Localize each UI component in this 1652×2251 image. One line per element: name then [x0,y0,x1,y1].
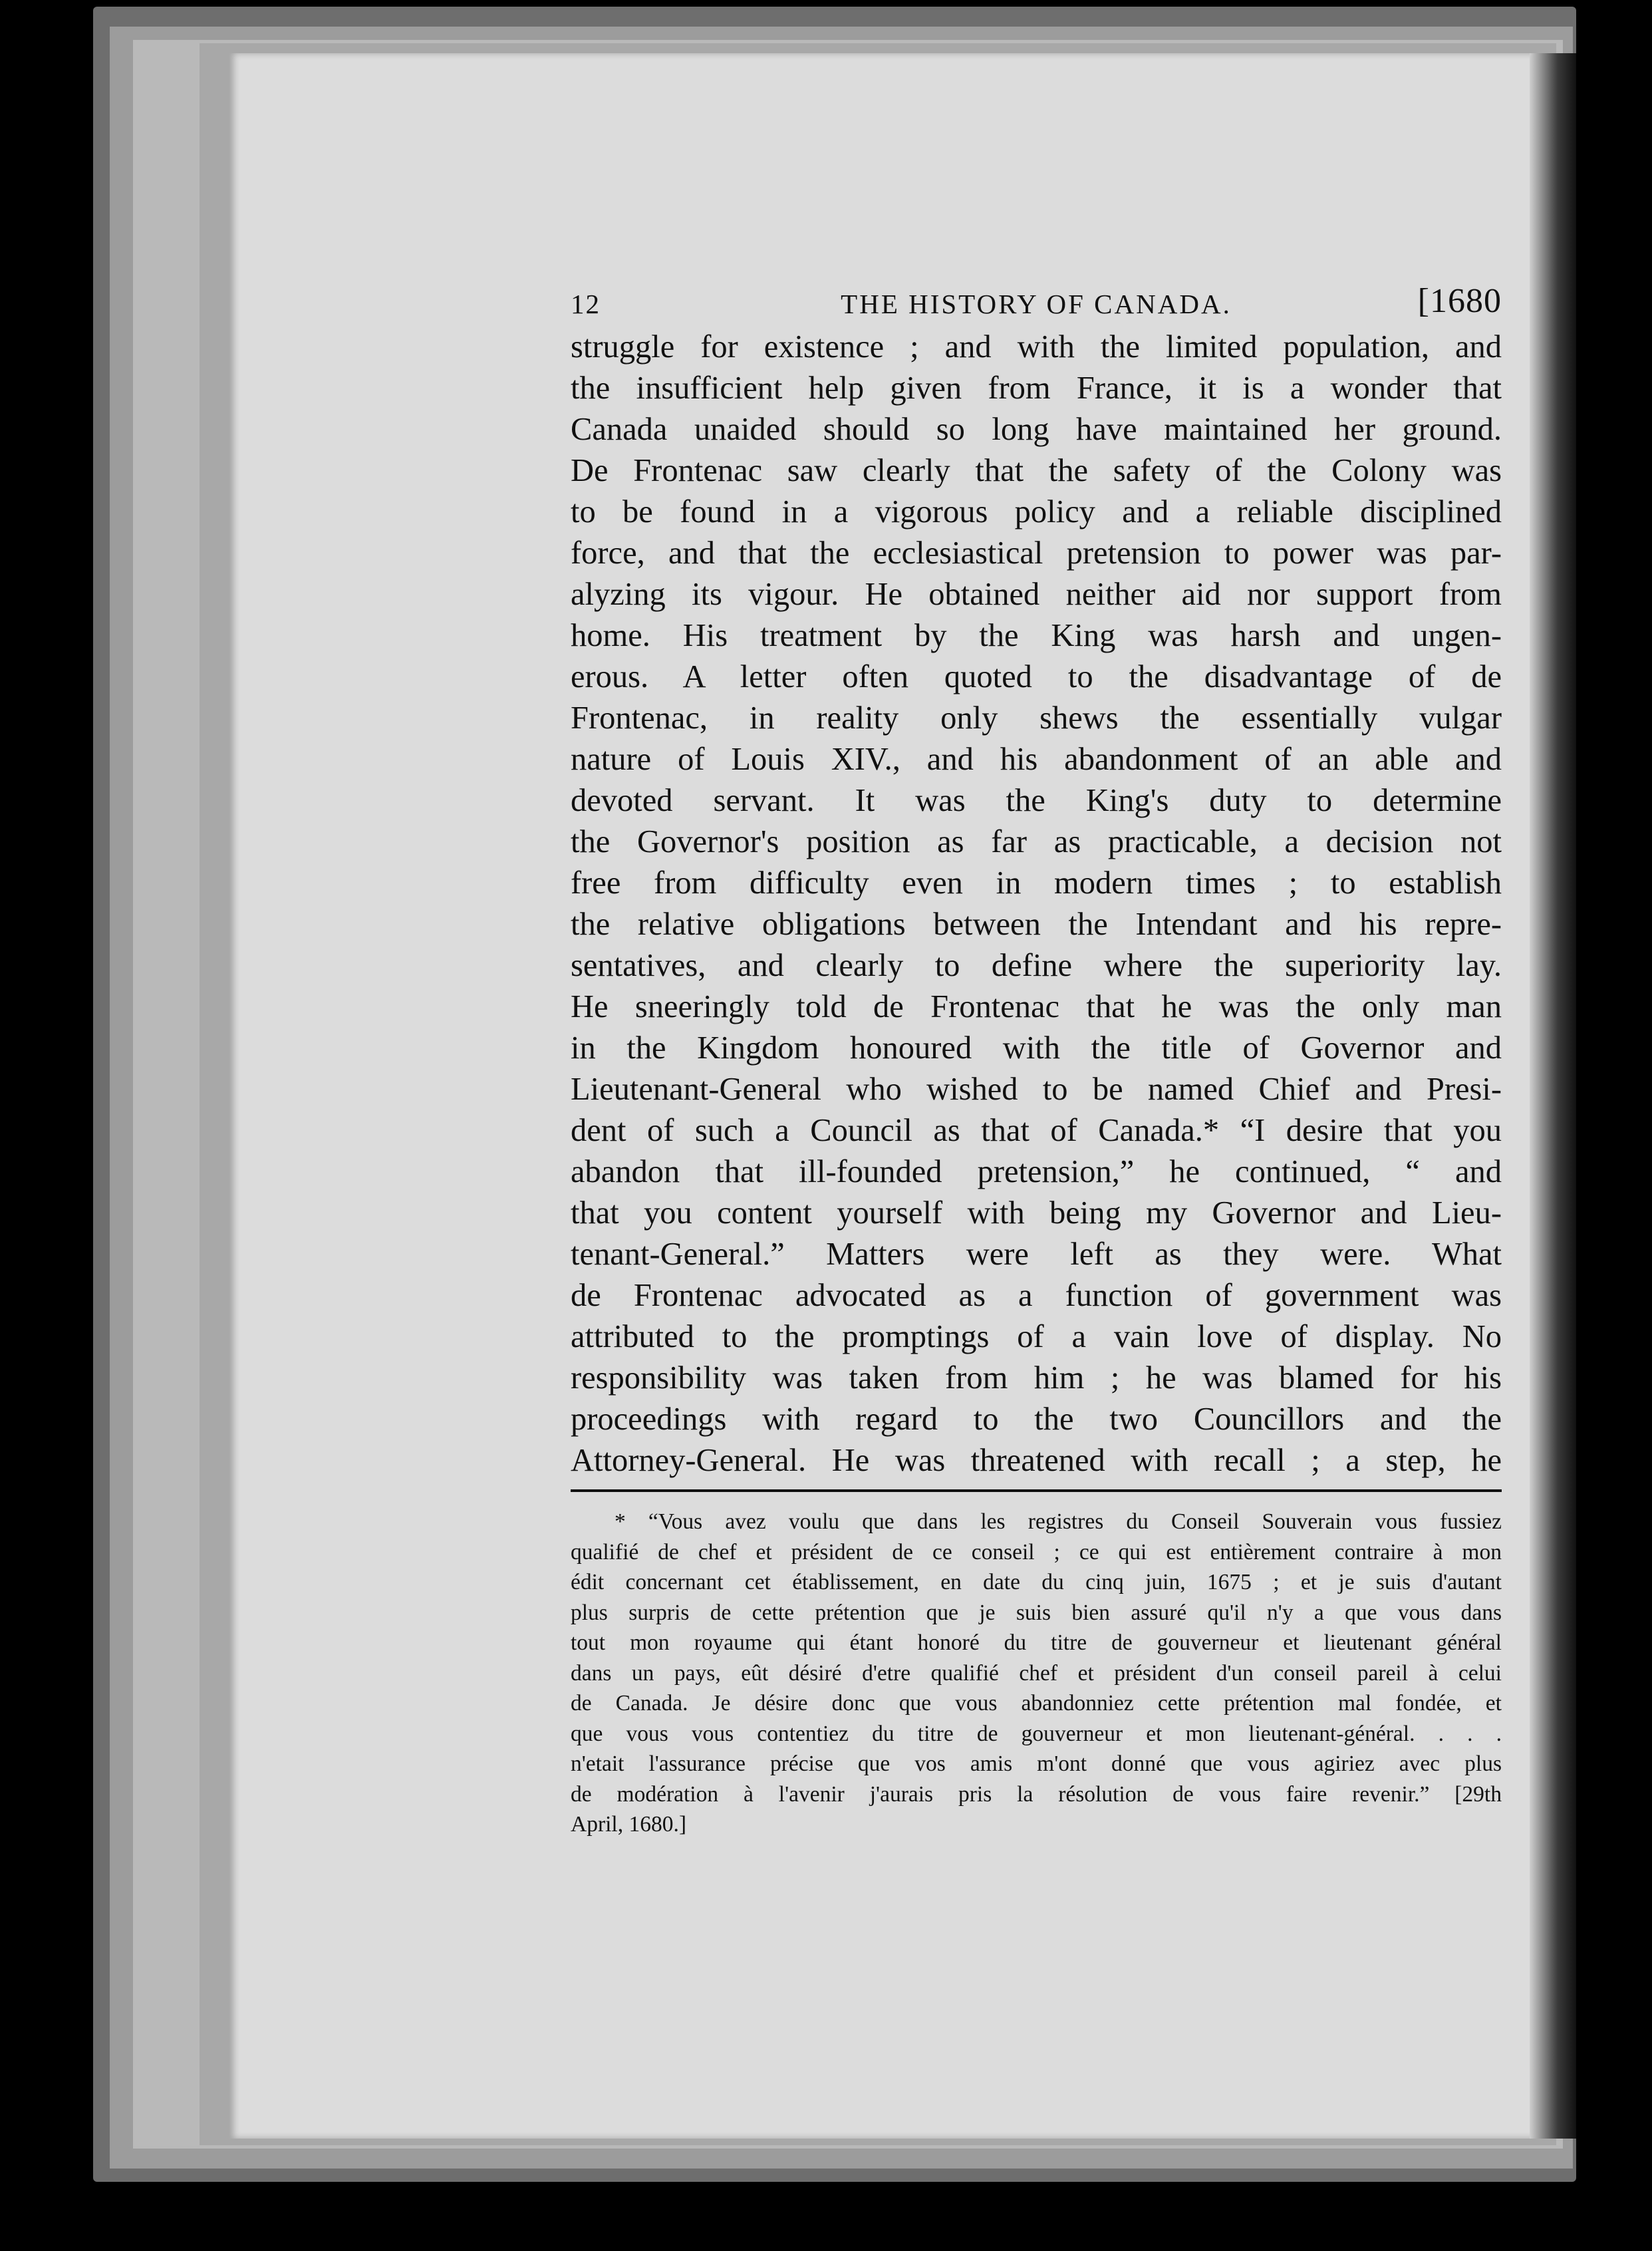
text-line: erous. A letter often quoted to the disadvantage of de [571,659,1502,694]
footnote-rule [571,1489,1502,1492]
footnote-line: April, 1680.] [571,1812,686,1837]
text-line: Attorney-General. He was threatened with recall ; a step, he [571,1443,1502,1478]
text-line: tenant-General.” Matters were left as they were. What [571,1237,1502,1272]
gutter-shadow [1530,53,1576,2139]
footnote-line: n'etait l'assurance précise que vos amis m'ont donné que vous agiriez avec plus [571,1751,1502,1776]
text-line: struggle for existence ; and with the limited population, and [571,329,1502,365]
text-line: force, and that the ecclesiastical pretension to power was par- [571,535,1502,571]
text-line: Lieutenant-General who wished to be named Chief and Presi- [571,1072,1502,1107]
text-line: attributed to the promptings of a vain love of display. No [571,1319,1502,1354]
running-head [571,269,1502,327]
footnote-line: tout mon royaume qui étant honoré du titre de gouverneur et lieutenant général [571,1630,1502,1655]
footnote-line: * “Vous avez voulu que dans les registres du Conseil Souverain vous fussiez [615,1509,1502,1534]
text-line: that you content yourself with being my Governor and Lieu- [571,1195,1502,1231]
main-text [571,327,1502,1481]
footnote [571,1507,1502,1840]
footnote-line: plus surpris de cette prétention que je suis bien assuré qu'il n'y a que vous dans [571,1600,1502,1625]
text-line: the insufficient help given from France, it is a wonder that [571,371,1502,406]
text-block [571,269,1502,1840]
text-line: the Governor's position as far as practicable, a decision not [571,824,1502,859]
footnote-line: que vous vous contentiez du titre de gouverneur et mon lieutenant-général. . . . [571,1721,1502,1746]
text-line: sentatives, and clearly to define where the superiority lay. [571,948,1502,983]
text-line: devoted servant. It was the King's duty to determine [571,783,1502,818]
text-line: proceedings with regard to the two Councillors and the [571,1402,1502,1437]
text-line: home. His treatment by the King was harsh and ungen- [571,618,1502,653]
text-line: de Frontenac advocated as a function of government was [571,1278,1502,1313]
text-line: alyzing its vigour. He obtained neither aid nor support from [571,577,1502,612]
text-line: free from difficulty even in modern times ; to establish [571,865,1502,901]
running-date: [1680 [1417,282,1502,320]
text-line: nature of Louis XIV., and his abandonment of an able and [571,742,1502,777]
text-line: Canada unaided should so long have maintained her ground. [571,412,1502,447]
footnote-line: qualifié de chef et président de ce conseil ; ce qui est entièrement contraire à mon [571,1539,1502,1565]
page-number: 12 [571,289,601,319]
footnote-line: dans un pays, eût désiré d'etre qualifié chef et président d'un conseil pareil à celui [571,1660,1502,1686]
footnote-line: de Canada. Je désire donc que vous abandonniez cette prétention mal fondée, et [571,1691,1502,1716]
running-title: THE HISTORY OF CANADA. [841,289,1232,319]
text-line: to be found in a vigorous policy and a reliable disciplined [571,494,1502,529]
footnote-line: de modération à l'avenir j'aurais pris la résolution de vous faire revenir.” [29th [571,1781,1502,1807]
footnote-line: édit concernant cet établissement, en date du cinq juin, 1675 ; et je suis d'autant [571,1570,1502,1594]
text-line: the relative obligations between the Intendant and his repre- [571,907,1502,942]
text-line: responsibility was taken from him ; he was blamed for his [571,1360,1502,1396]
text-line: Frontenac, in reality only shews the essentially vulgar [571,700,1502,736]
text-line: He sneeringly told de Frontenac that he was the only man [571,989,1502,1024]
text-line: abandon that ill-founded pretension,” he continued, “ and [571,1154,1502,1189]
text-line: dent of such a Council as that of Canada.* “I desire that you [571,1113,1502,1148]
text-line: De Frontenac saw clearly that the safety of the Colony was [571,453,1502,488]
text-line: in the Kingdom honoured with the title of Governor and [571,1030,1502,1066]
